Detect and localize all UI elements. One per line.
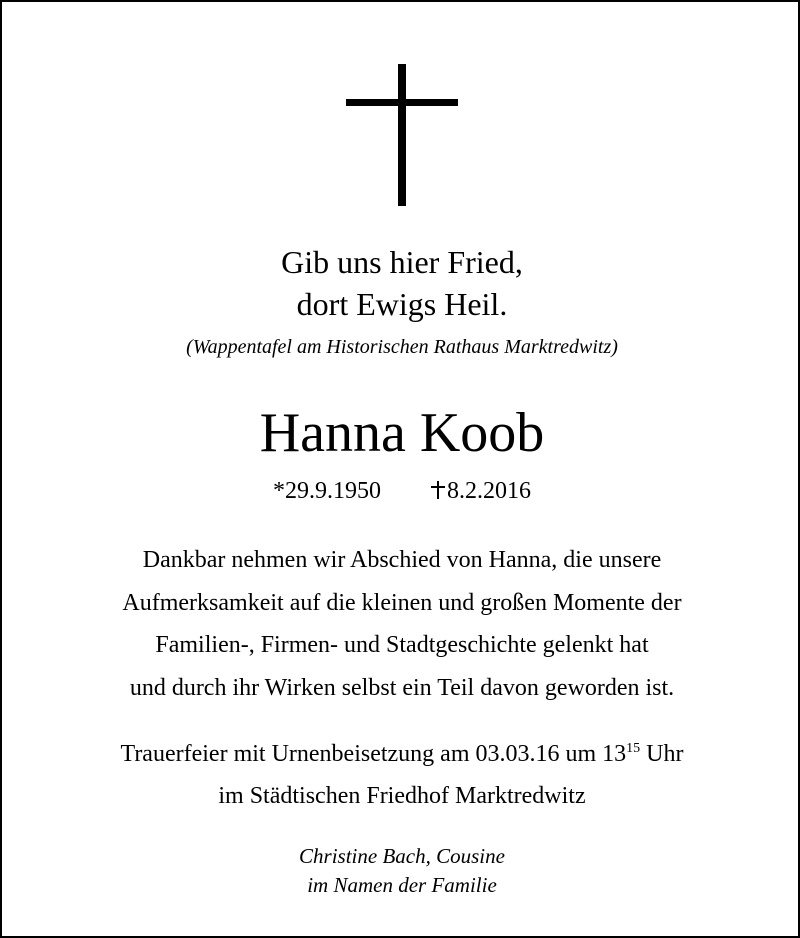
- message-line-3: Familien-, Firmen- und Stadtgeschichte gelenkt hat: [155, 632, 649, 658]
- verse-line-2: dort Ewigs Heil.: [296, 286, 508, 322]
- death-cross-icon: [431, 481, 445, 499]
- verse-source: (Wappentafel am Historischen Rathaus Marktredwitz): [186, 336, 618, 358]
- signature-line-1: Christine Bach, Cousine: [299, 844, 505, 868]
- service-time-minutes: 15: [626, 741, 641, 756]
- message-line-2: Aufmerksamkeit auf die kleinen und großen Momente der: [122, 590, 682, 616]
- cross-icon: [346, 64, 458, 206]
- death-date: 8.2.2016: [447, 478, 531, 504]
- service-text-suffix: Uhr: [640, 741, 684, 767]
- service-line-2: im Städtischen Friedhof Marktredwitz: [218, 783, 586, 809]
- life-dates: [2, 476, 800, 506]
- deceased-name: Hanna Koob: [259, 402, 545, 464]
- service-line-1: [2, 737, 800, 771]
- verse-line-1: Gib uns hier Fried,: [281, 244, 523, 280]
- birth-date: *29.9.1950: [273, 478, 381, 504]
- message-line-1: Dankbar nehmen wir Abschied von Hanna, die unsere: [142, 547, 662, 573]
- service-text: Trauerfeier mit Urnenbeisetzung am 03.03.16 um 13: [120, 741, 627, 767]
- signature-line-2: im Namen der Familie: [307, 873, 497, 897]
- message-line-4: und durch ihr Wirken selbst ein Teil davon geworden ist.: [129, 675, 675, 701]
